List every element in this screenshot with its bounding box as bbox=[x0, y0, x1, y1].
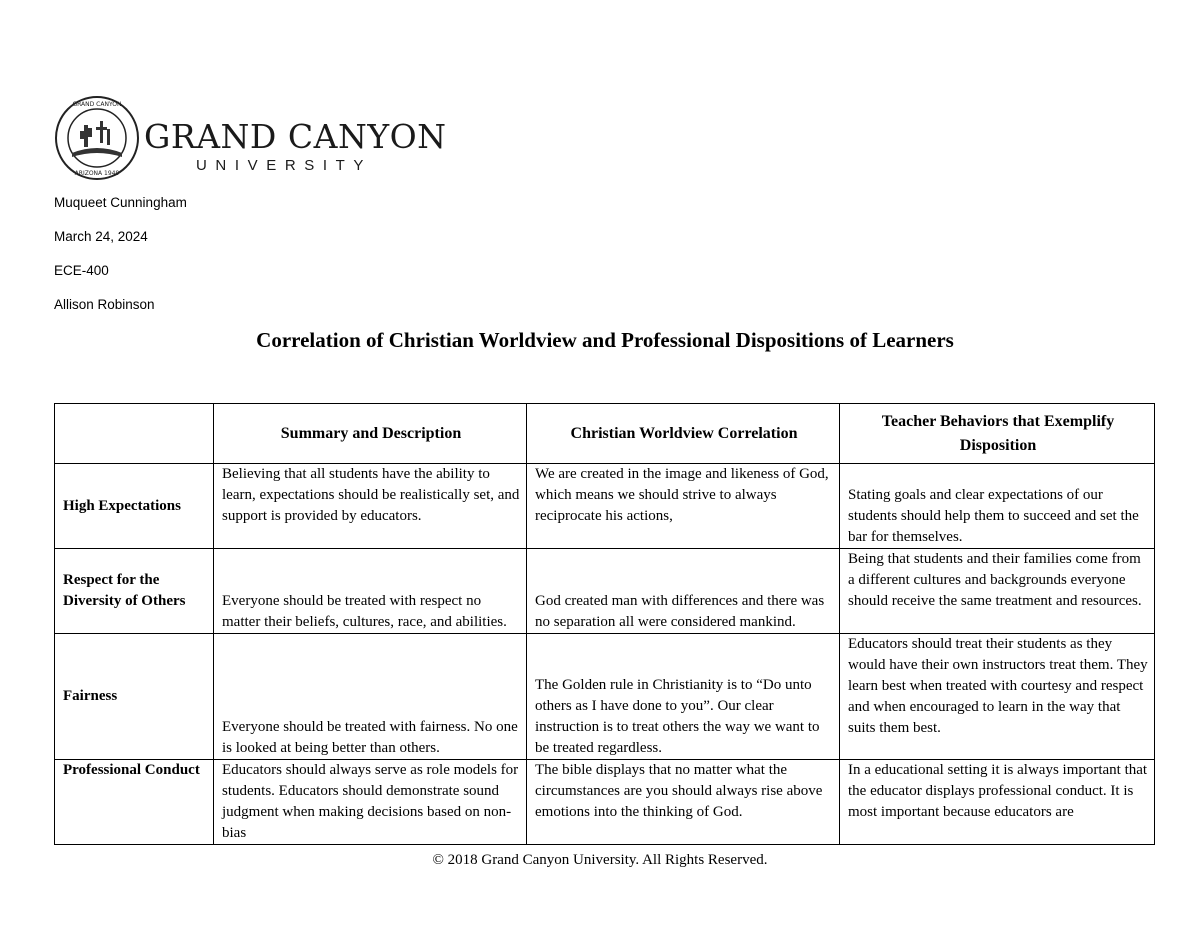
summary-cell: Educators should always serve as role models for students. Educators should demonstrate sound judgment when making decisions based on non-bias bbox=[214, 760, 527, 845]
document-date: March 24, 2024 bbox=[54, 229, 148, 244]
worldview-cell: The Golden rule in Christianity is to “Do unto others as I have done to you”. Our clear instruction is to treat others the way we want to be treated regardless. bbox=[527, 634, 840, 760]
university-seal-icon bbox=[54, 95, 140, 181]
column-header-behaviors: Teacher Behaviors that Exemplify Disposition bbox=[840, 404, 1155, 464]
disposition-label: Fairness bbox=[55, 634, 214, 760]
university-logo bbox=[54, 95, 447, 185]
column-header-summary: Summary and Description bbox=[214, 404, 527, 464]
behaviors-cell: Being that students and their families come from a different cultures and backgrounds everyone should receive the same treatment and resources. bbox=[840, 549, 1155, 634]
behaviors-cell: Educators should treat their students as they would have their own instructors treat them. They learn best when treated with courtesy and respect and when encouraged to learn in the way that suits them best. bbox=[840, 634, 1155, 760]
author-name: Muqueet Cunningham bbox=[54, 195, 187, 210]
disposition-label: High Expectations bbox=[55, 464, 214, 549]
summary-cell: Believing that all students have the ability to learn, expectations should be realistically set, and support is provided by educators. bbox=[214, 464, 527, 549]
table-row bbox=[55, 549, 1155, 634]
table-header-row bbox=[55, 404, 1155, 464]
svg-text:GRAND CANYON: GRAND CANYON bbox=[72, 101, 122, 108]
copyright-footer: © 2018 Grand Canyon University. All Rights Reserved. bbox=[432, 852, 768, 868]
table-row bbox=[55, 760, 1155, 845]
worldview-cell: We are created in the image and likeness of God, which means we should strive to always reciprocate his actions, bbox=[527, 464, 840, 549]
disposition-label: Respect for the Diversity of Others bbox=[55, 549, 214, 634]
summary-cell: Everyone should be treated with respect no matter their beliefs, cultures, race, and abilities. bbox=[214, 549, 527, 634]
column-header-worldview: Christian Worldview Correlation bbox=[527, 404, 840, 464]
worldview-cell: The bible displays that no matter what the circumstances are you should always rise above emotions into the thinking of God. bbox=[527, 760, 840, 845]
worldview-cell: God created man with differences and there was no separation all were considered mankind. bbox=[527, 549, 840, 634]
dispositions-table bbox=[54, 403, 1155, 845]
table-row bbox=[55, 634, 1155, 760]
instructor-name: Allison Robinson bbox=[54, 297, 155, 312]
logo-wordmark-main: GRAND CANYON bbox=[144, 117, 447, 156]
table-row bbox=[55, 464, 1155, 549]
summary-cell: Everyone should be treated with fairness. No one is looked at being better than others. bbox=[214, 634, 527, 760]
behaviors-cell: In a educational setting it is always important that the educator displays professional conduct. It is most important because educators are bbox=[840, 760, 1155, 845]
svg-text:ARIZONA 1949: ARIZONA 1949 bbox=[74, 170, 120, 177]
page-title: Correlation of Christian Worldview and Professional Dispositions of Learners bbox=[256, 328, 954, 352]
disposition-label: Professional Conduct bbox=[55, 760, 214, 845]
column-header-blank bbox=[55, 404, 214, 464]
course-code: ECE-400 bbox=[54, 263, 109, 278]
behaviors-cell: Stating goals and clear expectations of our students should help them to succeed and set the bar for themselves. bbox=[840, 464, 1155, 549]
logo-wordmark-sub: UNIVERSITY bbox=[196, 157, 373, 174]
